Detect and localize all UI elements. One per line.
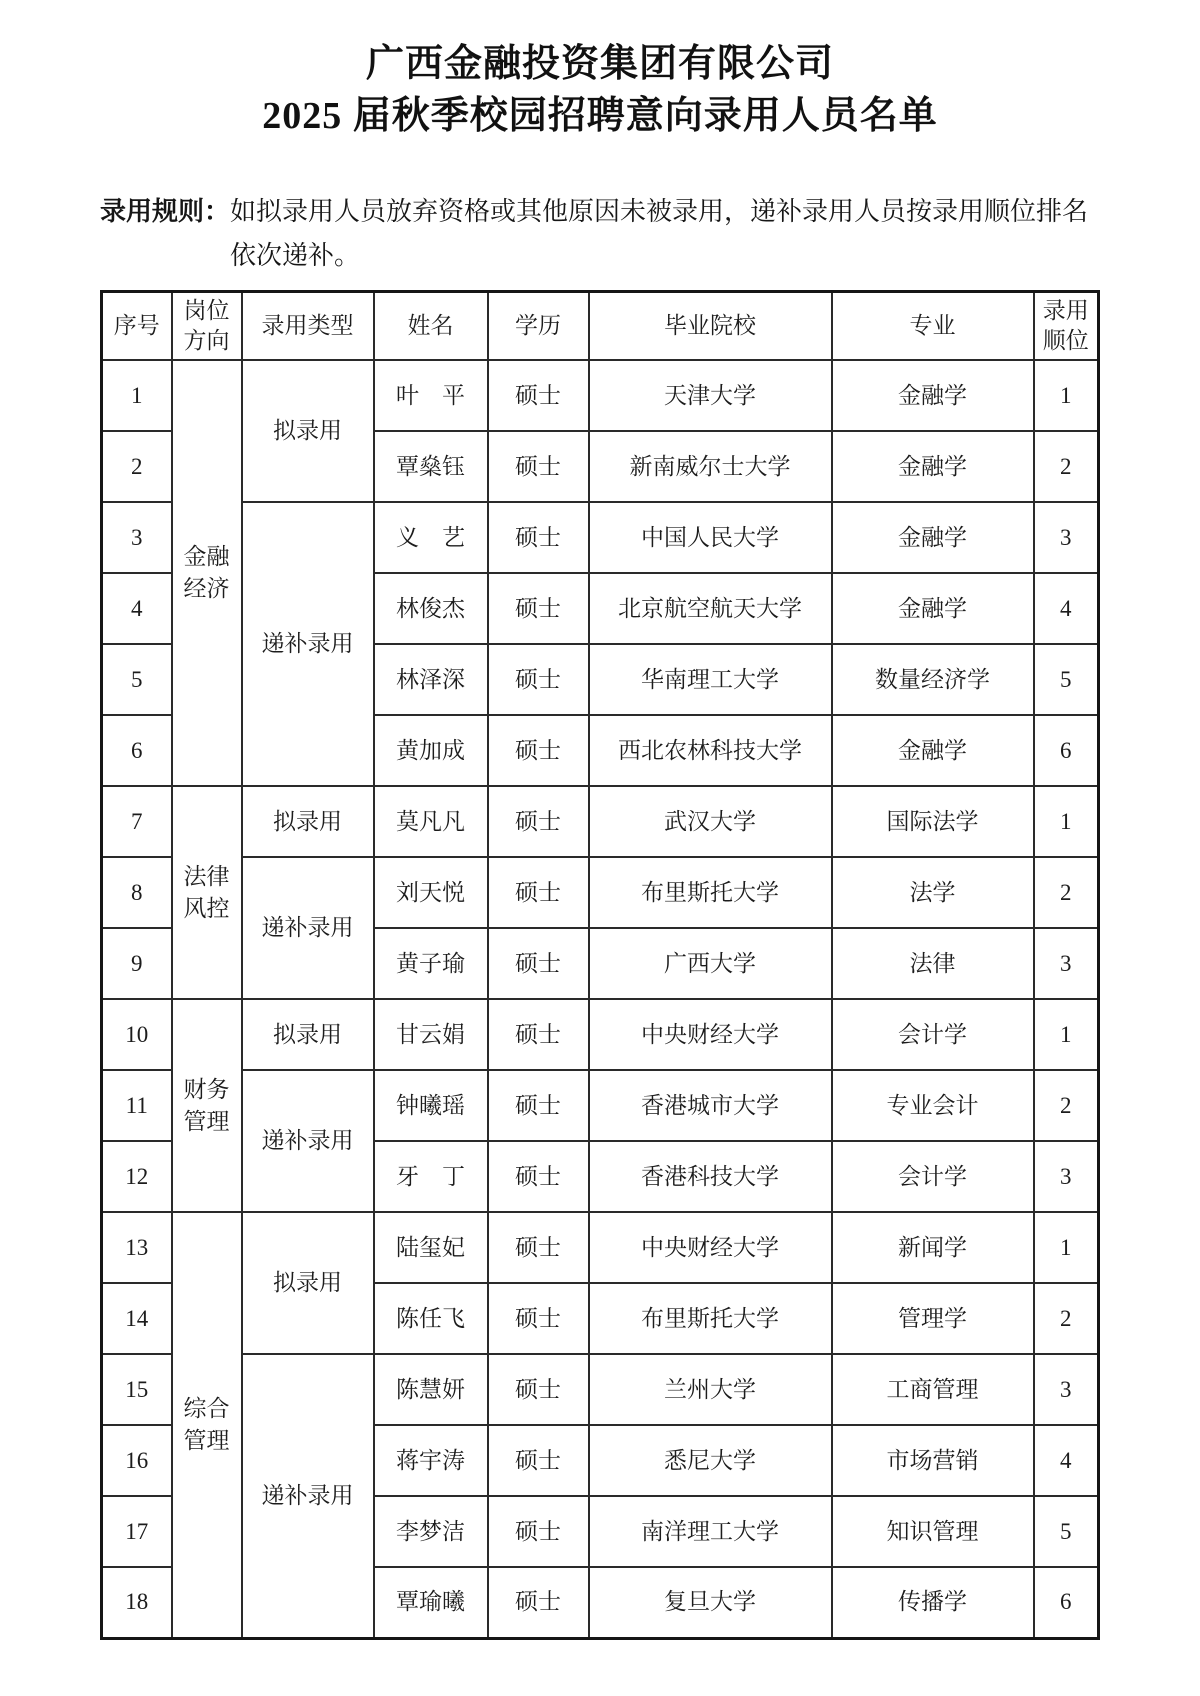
document-title-line1: 广西金融投资集团有限公司 (365, 43, 834, 85)
document-title-line2: 2025 届秋季校园招聘意向录用人员名单 (262, 95, 938, 137)
cell-no: 4 (102, 573, 172, 644)
header-direction: 岗位方向 (172, 292, 242, 361)
cell-rank: 2 (1034, 857, 1099, 928)
cell-rank: 2 (1034, 1283, 1099, 1354)
header-degree: 学历 (488, 292, 589, 361)
cell-degree: 硕士 (488, 715, 589, 786)
cell-degree: 硕士 (488, 360, 589, 431)
cell-rank: 1 (1034, 360, 1099, 431)
table-row (102, 1070, 1099, 1141)
cell-degree: 硕士 (488, 786, 589, 857)
cell-name: 陈慧妍 (374, 1354, 488, 1425)
cell-no: 12 (102, 1141, 172, 1212)
cell-no: 14 (102, 1283, 172, 1354)
cell-rank: 1 (1034, 786, 1099, 857)
cell-no: 1 (102, 360, 172, 431)
header-type: 录用类型 (242, 292, 374, 361)
cell-major: 工商管理 (832, 1354, 1034, 1425)
cell-school: 香港科技大学 (589, 1141, 832, 1212)
cell-no: 7 (102, 786, 172, 857)
cell-major: 法律 (832, 928, 1034, 999)
cell-rank: 5 (1034, 644, 1099, 715)
cell-degree: 硕士 (488, 644, 589, 715)
cell-degree: 硕士 (488, 1496, 589, 1567)
cell-degree: 硕士 (488, 1212, 589, 1283)
cell-rank: 3 (1034, 1354, 1099, 1425)
cell-school: 布里斯托大学 (589, 1283, 832, 1354)
cell-name: 牙 丁 (374, 1141, 488, 1212)
table-row (102, 999, 1099, 1070)
cell-name: 义 艺 (374, 502, 488, 573)
hiring-rule-text: 如拟录用人员放弃资格或其他原因未被录用，递补录用人员按录用顺位排名依次递补。 (230, 197, 1089, 270)
cell-degree: 硕士 (488, 1141, 589, 1212)
cell-name: 覃瑜曦 (374, 1567, 488, 1638)
cell-degree: 硕士 (488, 928, 589, 999)
cell-school: 南洋理工大学 (589, 1496, 832, 1567)
cell-no: 18 (102, 1567, 172, 1638)
cell-rank: 2 (1034, 1070, 1099, 1141)
cell-no: 16 (102, 1425, 172, 1496)
cell-name: 林俊杰 (374, 573, 488, 644)
cell-type: 拟录用 (242, 999, 374, 1070)
cell-name: 李梦洁 (374, 1496, 488, 1567)
cell-no: 13 (102, 1212, 172, 1283)
cell-no: 15 (102, 1354, 172, 1425)
cell-no: 17 (102, 1496, 172, 1567)
cell-school: 新南威尔士大学 (589, 431, 832, 502)
table-row (102, 502, 1099, 573)
cell-degree: 硕士 (488, 1283, 589, 1354)
cell-type: 递补录用 (242, 1070, 374, 1212)
cell-major: 管理学 (832, 1283, 1034, 1354)
cell-name: 林泽深 (374, 644, 488, 715)
cell-degree: 硕士 (488, 999, 589, 1070)
cell-major: 法学 (832, 857, 1034, 928)
header-major: 专业 (832, 292, 1034, 361)
cell-no: 6 (102, 715, 172, 786)
cell-rank: 1 (1034, 999, 1099, 1070)
header-name: 姓名 (374, 292, 488, 361)
cell-school: 中央财经大学 (589, 999, 832, 1070)
cell-degree: 硕士 (488, 857, 589, 928)
cell-degree: 硕士 (488, 1070, 589, 1141)
table-row (102, 1354, 1099, 1425)
cell-type: 拟录用 (242, 360, 374, 502)
cell-type: 递补录用 (242, 502, 374, 786)
cell-degree: 硕士 (488, 573, 589, 644)
cell-no: 8 (102, 857, 172, 928)
header-no: 序号 (102, 292, 172, 361)
cell-major: 知识管理 (832, 1496, 1034, 1567)
cell-no: 11 (102, 1070, 172, 1141)
cell-major: 金融学 (832, 715, 1034, 786)
cell-no: 5 (102, 644, 172, 715)
cell-direction: 法律风控 (172, 786, 242, 999)
cell-major: 会计学 (832, 1141, 1034, 1212)
table-row (102, 857, 1099, 928)
header-row (102, 292, 1099, 361)
cell-rank: 1 (1034, 1212, 1099, 1283)
cell-direction: 金融经济 (172, 360, 242, 786)
cell-direction: 综合管理 (172, 1212, 242, 1638)
hiring-table (100, 290, 1100, 1640)
cell-rank: 3 (1034, 928, 1099, 999)
cell-degree: 硕士 (488, 1425, 589, 1496)
cell-degree: 硕士 (488, 502, 589, 573)
header-school: 毕业院校 (589, 292, 832, 361)
cell-school: 复旦大学 (589, 1567, 832, 1638)
cell-rank: 3 (1034, 1141, 1099, 1212)
cell-school: 西北农林科技大学 (589, 715, 832, 786)
header-rank: 录用顺位 (1034, 292, 1099, 361)
cell-school: 广西大学 (589, 928, 832, 999)
cell-name: 甘云娟 (374, 999, 488, 1070)
cell-no: 10 (102, 999, 172, 1070)
cell-name: 钟曦瑶 (374, 1070, 488, 1141)
cell-type: 拟录用 (242, 786, 374, 857)
table-row (102, 1212, 1099, 1283)
cell-no: 2 (102, 431, 172, 502)
cell-school: 香港城市大学 (589, 1070, 832, 1141)
cell-name: 叶 平 (374, 360, 488, 431)
cell-school: 武汉大学 (589, 786, 832, 857)
hiring-rule-label: 录用规则： (100, 197, 231, 226)
cell-school: 中国人民大学 (589, 502, 832, 573)
cell-major: 金融学 (832, 502, 1034, 573)
cell-name: 陆玺妃 (374, 1212, 488, 1283)
cell-name: 黄子瑜 (374, 928, 488, 999)
cell-rank: 4 (1034, 1425, 1099, 1496)
cell-major: 金融学 (832, 360, 1034, 431)
cell-school: 华南理工大学 (589, 644, 832, 715)
cell-degree: 硕士 (488, 1354, 589, 1425)
document-title (0, 38, 1200, 142)
cell-rank: 2 (1034, 431, 1099, 502)
cell-name: 蒋宇涛 (374, 1425, 488, 1496)
cell-no: 3 (102, 502, 172, 573)
cell-direction: 财务管理 (172, 999, 242, 1212)
cell-major: 会计学 (832, 999, 1034, 1070)
cell-degree: 硕士 (488, 431, 589, 502)
cell-name: 陈任飞 (374, 1283, 488, 1354)
cell-no: 9 (102, 928, 172, 999)
cell-type: 拟录用 (242, 1212, 374, 1354)
cell-degree: 硕士 (488, 1567, 589, 1638)
table-row (102, 786, 1099, 857)
cell-major: 专业会计 (832, 1070, 1034, 1141)
cell-rank: 5 (1034, 1496, 1099, 1567)
cell-school: 悉尼大学 (589, 1425, 832, 1496)
table-row (102, 360, 1099, 431)
cell-major: 传播学 (832, 1567, 1034, 1638)
cell-name: 覃燊钰 (374, 431, 488, 502)
cell-major: 数量经济学 (832, 644, 1034, 715)
hiring-rule (100, 190, 1100, 278)
cell-rank: 3 (1034, 502, 1099, 573)
cell-major: 金融学 (832, 431, 1034, 502)
cell-type: 递补录用 (242, 857, 374, 999)
cell-rank: 6 (1034, 1567, 1099, 1638)
cell-school: 布里斯托大学 (589, 857, 832, 928)
cell-type: 递补录用 (242, 1354, 374, 1638)
cell-name: 刘天悦 (374, 857, 488, 928)
cell-name: 黄加成 (374, 715, 488, 786)
cell-rank: 4 (1034, 573, 1099, 644)
cell-rank: 6 (1034, 715, 1099, 786)
cell-major: 国际法学 (832, 786, 1034, 857)
cell-school: 天津大学 (589, 360, 832, 431)
cell-school: 北京航空航天大学 (589, 573, 832, 644)
cell-name: 莫凡凡 (374, 786, 488, 857)
cell-major: 新闻学 (832, 1212, 1034, 1283)
cell-major: 市场营销 (832, 1425, 1034, 1496)
cell-school: 中央财经大学 (589, 1212, 832, 1283)
cell-school: 兰州大学 (589, 1354, 832, 1425)
cell-major: 金融学 (832, 573, 1034, 644)
